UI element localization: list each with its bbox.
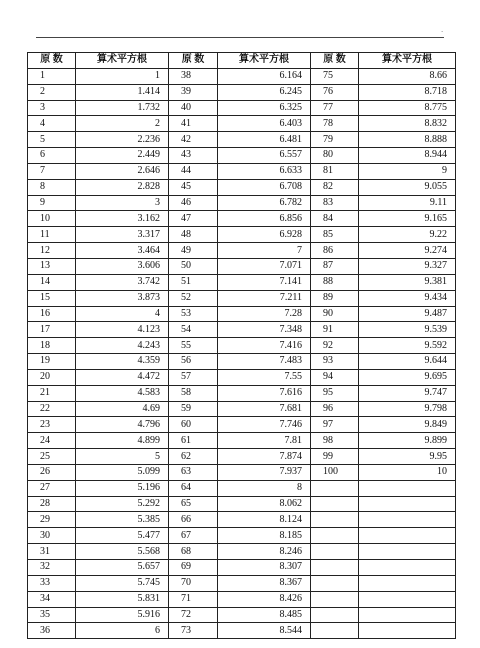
table-row <box>28 132 456 148</box>
table-row <box>28 211 456 227</box>
number-cell: 86 <box>311 243 359 259</box>
square-root-cell: 8.775 <box>359 100 456 116</box>
square-root-cell: 8.062 <box>218 496 311 512</box>
table-row <box>28 68 456 84</box>
table-row <box>28 258 456 274</box>
square-root-cell: 9.11 <box>359 195 456 211</box>
number-cell: 77 <box>311 100 359 116</box>
square-root-cell: 9.22 <box>359 227 456 243</box>
number-cell: 5 <box>28 132 76 148</box>
number-cell <box>311 544 359 560</box>
number-cell: 62 <box>169 449 218 465</box>
table-row <box>28 560 456 576</box>
square-root-cell: 6.708 <box>218 179 311 195</box>
square-root-cell: 9.165 <box>359 211 456 227</box>
table-row <box>28 496 456 512</box>
number-cell: 6 <box>28 148 76 164</box>
square-root-cell: 9.695 <box>359 369 456 385</box>
square-root-cell: 6.245 <box>218 84 311 100</box>
table-row <box>28 148 456 164</box>
number-cell: 34 <box>28 591 76 607</box>
square-root-cell: 8.124 <box>218 512 311 528</box>
number-cell: 56 <box>169 354 218 370</box>
table-row <box>28 274 456 290</box>
square-root-cell: 9.327 <box>359 258 456 274</box>
square-root-cell: 2.449 <box>76 148 169 164</box>
number-cell: 46 <box>169 195 218 211</box>
square-root-cell: 6.164 <box>218 68 311 84</box>
square-root-cell: 7.746 <box>218 417 311 433</box>
square-root-cell: 3 <box>76 195 169 211</box>
square-root-cell: 9.95 <box>359 449 456 465</box>
number-cell: 50 <box>169 258 218 274</box>
number-cell: 65 <box>169 496 218 512</box>
square-root-cell: 8.307 <box>218 560 311 576</box>
square-root-cell: 2.828 <box>76 179 169 195</box>
number-cell: 31 <box>28 544 76 560</box>
square-root-cell: 10 <box>359 464 456 480</box>
number-cell: 30 <box>28 528 76 544</box>
square-root-cell: 9.644 <box>359 354 456 370</box>
square-root-cell: 8.888 <box>359 132 456 148</box>
square-root-cell: 4.359 <box>76 354 169 370</box>
number-cell: 60 <box>169 417 218 433</box>
square-root-cell: 4.796 <box>76 417 169 433</box>
number-cell: 67 <box>169 528 218 544</box>
number-cell: 41 <box>169 116 218 132</box>
number-cell: 98 <box>311 433 359 449</box>
number-cell: 35 <box>28 607 76 623</box>
number-cell <box>311 560 359 576</box>
number-cell: 75 <box>311 68 359 84</box>
table-row <box>28 227 456 243</box>
number-cell: 95 <box>311 385 359 401</box>
number-cell <box>311 575 359 591</box>
square-root-cell <box>359 512 456 528</box>
number-cell: 10 <box>28 211 76 227</box>
number-cell: 20 <box>28 369 76 385</box>
square-root-cell: 2.646 <box>76 163 169 179</box>
table-row <box>28 84 456 100</box>
table-row <box>28 290 456 306</box>
table-row <box>28 116 456 132</box>
number-cell: 25 <box>28 449 76 465</box>
table-row <box>28 369 456 385</box>
square-root-cell: 7.141 <box>218 274 311 290</box>
square-root-cell: 5.385 <box>76 512 169 528</box>
number-cell: 66 <box>169 512 218 528</box>
table-row <box>28 623 456 639</box>
number-cell: 91 <box>311 322 359 338</box>
square-root-cell: 1 <box>76 68 169 84</box>
table-row <box>28 512 456 528</box>
square-root-cell: 5 <box>76 449 169 465</box>
square-root-cell: 6.325 <box>218 100 311 116</box>
number-cell: 57 <box>169 369 218 385</box>
header-square-root: 算术平方根 <box>76 53 169 69</box>
square-root-cell <box>359 607 456 623</box>
square-root-cell: 7.55 <box>218 369 311 385</box>
square-root-cell: 6.782 <box>218 195 311 211</box>
number-cell: 80 <box>311 148 359 164</box>
table-row <box>28 417 456 433</box>
header-number: 原 数 <box>311 53 359 69</box>
number-cell <box>311 607 359 623</box>
number-cell <box>311 528 359 544</box>
number-cell: 55 <box>169 338 218 354</box>
square-root-cell: 9.274 <box>359 243 456 259</box>
number-cell: 99 <box>311 449 359 465</box>
square-root-cell: 8.544 <box>218 623 311 639</box>
square-root-cell <box>359 496 456 512</box>
square-root-cell <box>359 575 456 591</box>
square-root-cell: 6.481 <box>218 132 311 148</box>
square-root-cell: 7.071 <box>218 258 311 274</box>
square-root-cell: 3.464 <box>76 243 169 259</box>
number-cell: 3 <box>28 100 76 116</box>
square-root-cell: 2 <box>76 116 169 132</box>
number-cell: 39 <box>169 84 218 100</box>
square-root-cell: 9.592 <box>359 338 456 354</box>
square-root-cell: 5.196 <box>76 480 169 496</box>
square-root-cell: 9.798 <box>359 401 456 417</box>
square-root-cell: 9.055 <box>359 179 456 195</box>
number-cell <box>311 480 359 496</box>
square-root-cell: 8.944 <box>359 148 456 164</box>
number-cell: 93 <box>311 354 359 370</box>
square-root-cell: 5.292 <box>76 496 169 512</box>
square-root-cell: 8.485 <box>218 607 311 623</box>
number-cell: 47 <box>169 211 218 227</box>
square-root-cell: 8.185 <box>218 528 311 544</box>
square-root-cell: 5.568 <box>76 544 169 560</box>
table-row <box>28 195 456 211</box>
table-row <box>28 100 456 116</box>
square-root-cell: 3.742 <box>76 274 169 290</box>
number-cell: 22 <box>28 401 76 417</box>
number-cell: 78 <box>311 116 359 132</box>
number-cell: 27 <box>28 480 76 496</box>
number-cell: 17 <box>28 322 76 338</box>
number-cell: 15 <box>28 290 76 306</box>
square-root-cell: 7.416 <box>218 338 311 354</box>
number-cell: 71 <box>169 591 218 607</box>
number-cell: 88 <box>311 274 359 290</box>
table-row <box>28 464 456 480</box>
square-root-cell <box>359 623 456 639</box>
square-root-cell: 9.539 <box>359 322 456 338</box>
number-cell: 7 <box>28 163 76 179</box>
square-root-cell: 5.657 <box>76 560 169 576</box>
number-cell: 97 <box>311 417 359 433</box>
table-body <box>28 68 456 638</box>
number-cell: 28 <box>28 496 76 512</box>
square-root-cell: 7 <box>218 243 311 259</box>
square-root-cell: 4.243 <box>76 338 169 354</box>
square-root-cell: 9.487 <box>359 306 456 322</box>
number-cell: 2 <box>28 84 76 100</box>
square-root-cell: 6 <box>76 623 169 639</box>
number-cell: 12 <box>28 243 76 259</box>
number-cell: 81 <box>311 163 359 179</box>
square-root-cell: 5.477 <box>76 528 169 544</box>
number-cell: 16 <box>28 306 76 322</box>
square-root-cell: 6.557 <box>218 148 311 164</box>
square-root-cell: 7.483 <box>218 354 311 370</box>
square-root-cell: 7.937 <box>218 464 311 480</box>
number-cell: 87 <box>311 258 359 274</box>
square-root-cell <box>359 560 456 576</box>
square-root-cell: 3.606 <box>76 258 169 274</box>
number-cell: 4 <box>28 116 76 132</box>
number-cell: 63 <box>169 464 218 480</box>
square-root-cell: 5.916 <box>76 607 169 623</box>
number-cell: 38 <box>169 68 218 84</box>
number-cell: 61 <box>169 433 218 449</box>
table-row <box>28 575 456 591</box>
number-cell: 92 <box>311 338 359 354</box>
number-cell: 85 <box>311 227 359 243</box>
table-row <box>28 338 456 354</box>
square-root-cell <box>359 528 456 544</box>
square-root-cell: 4.472 <box>76 369 169 385</box>
number-cell: 8 <box>28 179 76 195</box>
number-cell: 64 <box>169 480 218 496</box>
number-cell: 83 <box>311 195 359 211</box>
square-root-cell: 8.367 <box>218 575 311 591</box>
square-root-cell: 6.403 <box>218 116 311 132</box>
table-row <box>28 163 456 179</box>
square-root-table <box>27 52 456 639</box>
square-root-cell: 7.616 <box>218 385 311 401</box>
square-root-cell: 3.873 <box>76 290 169 306</box>
table-row <box>28 480 456 496</box>
number-cell: 72 <box>169 607 218 623</box>
square-root-cell: 7.348 <box>218 322 311 338</box>
square-root-cell: 2.236 <box>76 132 169 148</box>
square-root-cell <box>359 544 456 560</box>
square-root-cell: 8.246 <box>218 544 311 560</box>
number-cell: 44 <box>169 163 218 179</box>
number-cell: 53 <box>169 306 218 322</box>
square-root-cell: 6.928 <box>218 227 311 243</box>
number-cell: 18 <box>28 338 76 354</box>
number-cell: 100 <box>311 464 359 480</box>
number-cell: 79 <box>311 132 359 148</box>
square-root-cell: 4.123 <box>76 322 169 338</box>
number-cell: 1 <box>28 68 76 84</box>
header-number: 原 数 <box>28 53 76 69</box>
number-cell: 14 <box>28 274 76 290</box>
square-root-cell: 8 <box>218 480 311 496</box>
table-row <box>28 322 456 338</box>
number-cell: 13 <box>28 258 76 274</box>
number-cell: 49 <box>169 243 218 259</box>
header-square-root: 算术平方根 <box>218 53 311 69</box>
number-cell: 58 <box>169 385 218 401</box>
number-cell: 94 <box>311 369 359 385</box>
square-root-cell: 1.732 <box>76 100 169 116</box>
table-row <box>28 607 456 623</box>
square-root-cell: 7.874 <box>218 449 311 465</box>
number-cell: 90 <box>311 306 359 322</box>
square-root-cell: 4 <box>76 306 169 322</box>
square-root-cell: 4.899 <box>76 433 169 449</box>
number-cell: 21 <box>28 385 76 401</box>
square-root-cell: 6.856 <box>218 211 311 227</box>
number-cell: 43 <box>169 148 218 164</box>
corner-mark: · <box>441 28 444 36</box>
square-root-cell: 1.414 <box>76 84 169 100</box>
table-row <box>28 401 456 417</box>
square-root-cell: 8.832 <box>359 116 456 132</box>
number-cell: 51 <box>169 274 218 290</box>
square-root-cell: 4.69 <box>76 401 169 417</box>
number-cell: 11 <box>28 227 76 243</box>
square-root-cell: 9.849 <box>359 417 456 433</box>
square-root-cell: 6.633 <box>218 163 311 179</box>
square-root-cell: 9 <box>359 163 456 179</box>
table-row <box>28 528 456 544</box>
table-row <box>28 243 456 259</box>
table-row <box>28 433 456 449</box>
table-row <box>28 306 456 322</box>
number-cell <box>311 496 359 512</box>
number-cell: 24 <box>28 433 76 449</box>
square-root-cell: 9.434 <box>359 290 456 306</box>
number-cell: 96 <box>311 401 359 417</box>
square-root-cell: 3.317 <box>76 227 169 243</box>
square-root-cell: 5.099 <box>76 464 169 480</box>
number-cell: 9 <box>28 195 76 211</box>
number-cell: 26 <box>28 464 76 480</box>
table-row <box>28 449 456 465</box>
number-cell: 19 <box>28 354 76 370</box>
number-cell: 52 <box>169 290 218 306</box>
number-cell: 54 <box>169 322 218 338</box>
number-cell: 23 <box>28 417 76 433</box>
number-cell: 48 <box>169 227 218 243</box>
table-row <box>28 354 456 370</box>
square-root-cell: 7.81 <box>218 433 311 449</box>
table-row <box>28 544 456 560</box>
number-cell: 40 <box>169 100 218 116</box>
table-row <box>28 385 456 401</box>
number-cell: 84 <box>311 211 359 227</box>
number-cell: 82 <box>311 179 359 195</box>
table-header-row <box>28 53 456 69</box>
square-root-cell: 5.745 <box>76 575 169 591</box>
number-cell: 45 <box>169 179 218 195</box>
square-root-cell <box>359 591 456 607</box>
number-cell: 29 <box>28 512 76 528</box>
table-row <box>28 179 456 195</box>
header-square-root: 算术平方根 <box>359 53 456 69</box>
square-root-cell: 8.66 <box>359 68 456 84</box>
number-cell: 68 <box>169 544 218 560</box>
number-cell: 89 <box>311 290 359 306</box>
square-root-cell: 7.28 <box>218 306 311 322</box>
number-cell: 73 <box>169 623 218 639</box>
number-cell <box>311 512 359 528</box>
square-root-cell: 8.718 <box>359 84 456 100</box>
square-root-cell: 9.747 <box>359 385 456 401</box>
square-root-cell: 5.831 <box>76 591 169 607</box>
square-root-cell: 8.426 <box>218 591 311 607</box>
number-cell <box>311 591 359 607</box>
number-cell: 59 <box>169 401 218 417</box>
number-cell: 76 <box>311 84 359 100</box>
square-root-cell: 9.381 <box>359 274 456 290</box>
square-root-cell <box>359 480 456 496</box>
square-root-cell: 7.211 <box>218 290 311 306</box>
number-cell: 69 <box>169 560 218 576</box>
square-root-cell: 9.899 <box>359 433 456 449</box>
number-cell: 33 <box>28 575 76 591</box>
number-cell: 32 <box>28 560 76 576</box>
number-cell <box>311 623 359 639</box>
square-root-cell: 3.162 <box>76 211 169 227</box>
number-cell: 70 <box>169 575 218 591</box>
number-cell: 36 <box>28 623 76 639</box>
number-cell: 42 <box>169 132 218 148</box>
square-root-cell: 7.681 <box>218 401 311 417</box>
header-rule <box>36 37 444 38</box>
square-root-cell: 4.583 <box>76 385 169 401</box>
table-row <box>28 591 456 607</box>
header-number: 原 数 <box>169 53 218 69</box>
